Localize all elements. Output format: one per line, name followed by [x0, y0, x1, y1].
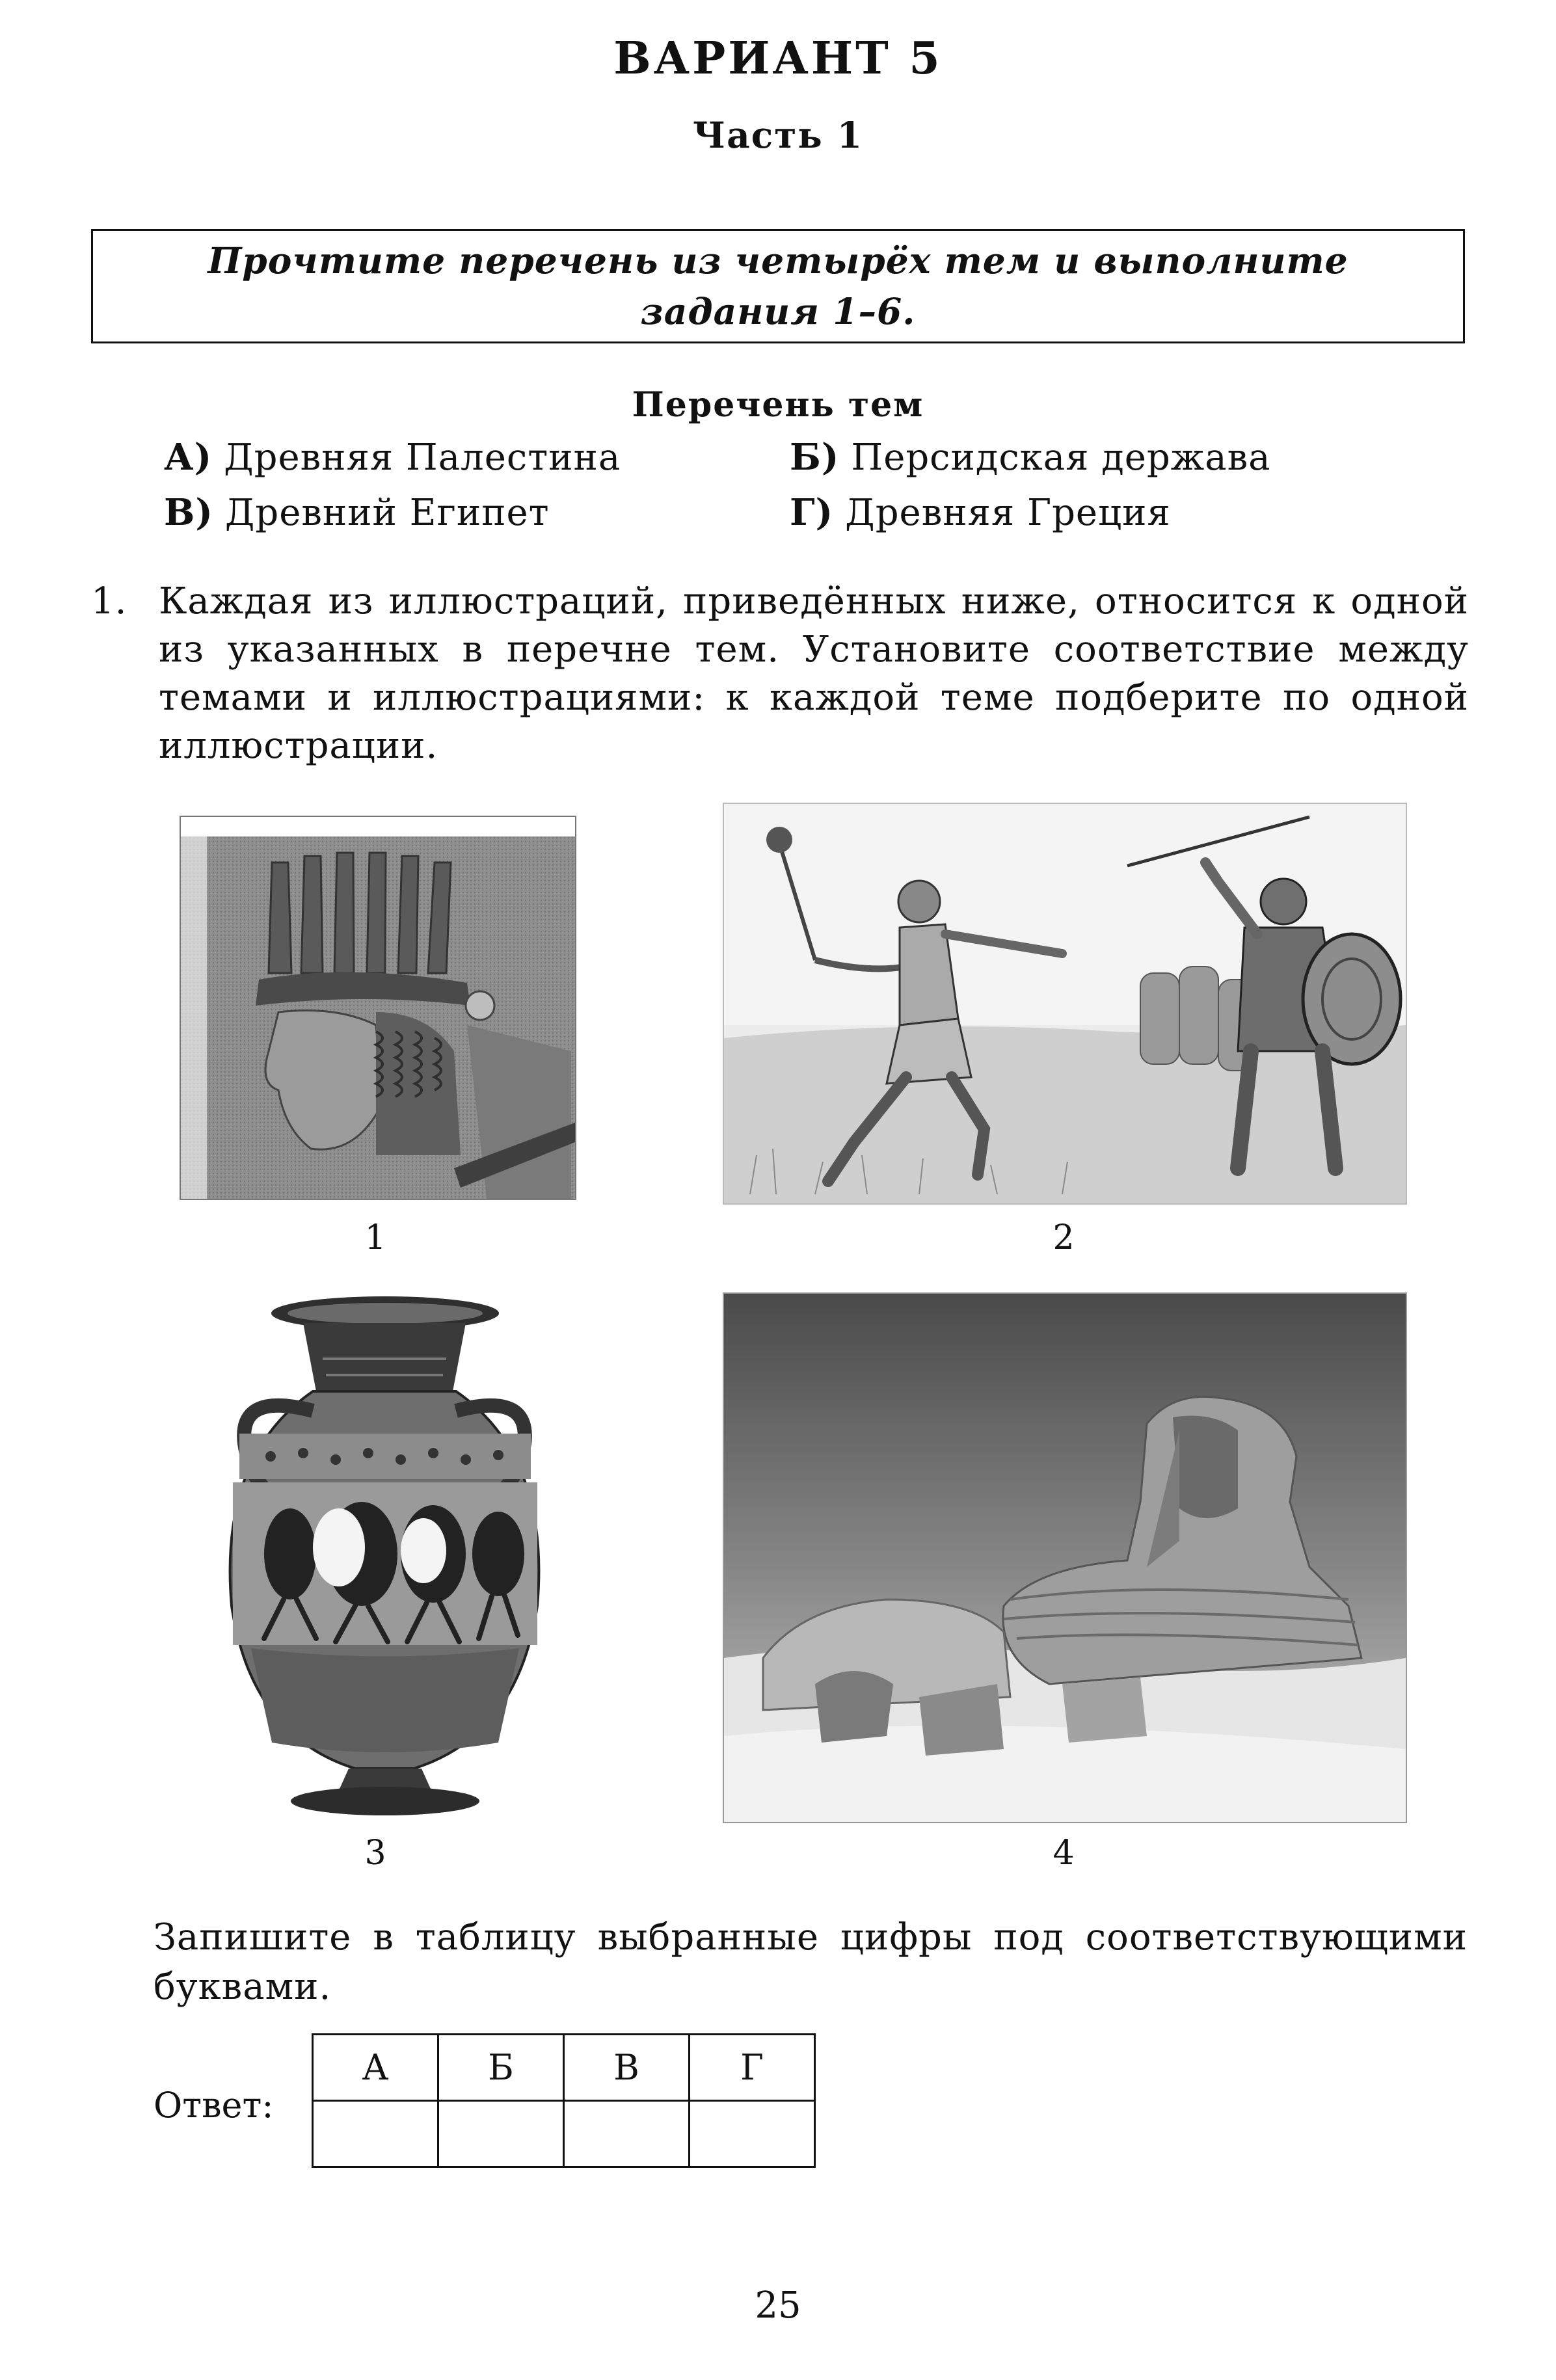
answer-cell-g[interactable]: [690, 2101, 815, 2167]
topic-text: Древний Египет: [224, 492, 550, 534]
answer-value-row: [313, 2101, 815, 2167]
topic-letter: Г): [790, 491, 834, 534]
illustration-4: [723, 1292, 1407, 1823]
illustration-3: [191, 1292, 579, 1821]
answer-cell-b[interactable]: [438, 2101, 564, 2167]
illustration-caption-2: 2: [1053, 1218, 1075, 1257]
topic-item-v: [164, 491, 550, 534]
answer-header-row: [313, 2035, 815, 2101]
topic-text: Древняя Греция: [845, 492, 1171, 534]
task-number: 1.: [91, 580, 127, 622]
topic-item-g: [790, 491, 1171, 534]
illustration-1: [180, 816, 576, 1200]
david-goliath-icon: [724, 804, 1406, 1203]
illustration-caption-1: 1: [364, 1218, 386, 1257]
topic-letter: Б): [790, 436, 840, 479]
answer-header-b: Б: [438, 2035, 564, 2101]
variant-title: ВАРИАНТ 5: [613, 33, 943, 85]
topic-list-title: Перечень тем: [632, 385, 924, 425]
topic-text: Древняя Палестина: [224, 436, 621, 479]
topic-letter: А): [164, 436, 213, 479]
answer-cell-a[interactable]: [313, 2101, 438, 2167]
persian-relief-icon: [181, 817, 575, 1199]
topic-text: Персидская держава: [851, 436, 1271, 479]
topic-item-a: [164, 436, 621, 479]
answer-label: Ответ:: [154, 2085, 274, 2126]
instruction-text: Прочтите перечень из четырёх тем и выполните задания 1–6.: [208, 239, 1348, 332]
illustration-2: [723, 803, 1407, 1205]
answer-header-a: А: [313, 2035, 438, 2101]
task-1: [91, 578, 1469, 770]
part-title: Часть 1: [692, 114, 864, 156]
illustration-caption-4: 4: [1053, 1834, 1075, 1873]
answer-table: [312, 2033, 816, 2168]
greek-amphora-icon: [193, 1294, 578, 1820]
answer-cell-v[interactable]: [564, 2101, 690, 2167]
answer-header-v: В: [564, 2035, 690, 2101]
sphinx-icon: [724, 1294, 1406, 1822]
page-number: 25: [755, 2284, 801, 2327]
topic-letter: В): [164, 491, 213, 534]
task-text: Каждая из иллюстраций, приведённых ниже, относится к одной из указанных в перечне тем. Установите соответствие между темами и иллюстрациями: к каждой теме подберите по одной иллюстрации.: [159, 580, 1469, 767]
answer-header-g: Г: [690, 2035, 815, 2101]
write-instruction: Запишите в таблицу выбранные цифры под соответствующими буквами.: [154, 1916, 1468, 2008]
illustration-caption-3: 3: [364, 1834, 386, 1873]
topic-item-b: [790, 436, 1271, 479]
instruction-box: [91, 229, 1465, 343]
